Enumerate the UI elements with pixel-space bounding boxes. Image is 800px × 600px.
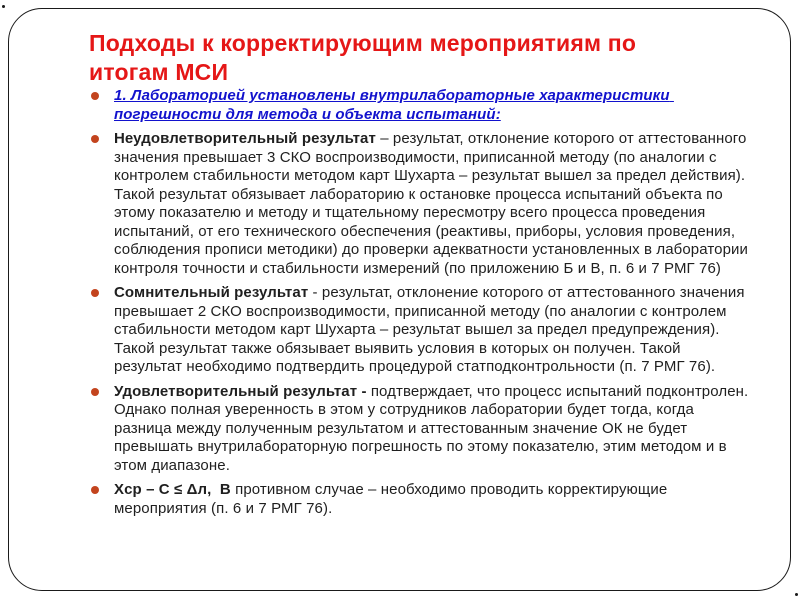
- bullet-intro-link-text[interactable]: 1. Лабораторией установлены внутрилабораторные характеристики погрешности для метода и объекта испытаний:: [114, 87, 674, 123]
- bullet-dot-icon: [91, 135, 99, 143]
- bullet-text: – результат, отклонение которого от аттестованного значения превышает 3 СКО воспроизводимости, приписанной методу (по аналогии с контролем стабильности методом карт Шухарта – результат вышел за предел действия). Такой результат обязывает лабораторию к остановке процесса испытаний объекта по этому показателю и методу и тщательному пересмотру всего процесса проведения испытаний, от его технического обеспечения (реактивы, приборы, условия проведения, соблюдения прописи методики) до проверки адекватности установленных в лаборатории контроля точности и стабильности измерений (по приложению Б и В, п. 6 и 7 РМГ 76): [114, 130, 753, 277]
- bullet-text: - результат, отклонение которого от аттестованного значения превышает 2 СКО воспроизводимости, приписанной методу (по аналогии с контролем стабильности методом карт Шухарта – результат вышел за предел предупреждения). Такой результат также обязывает выявить условия в которых он получен. Такой результат необходимо подтвердить процедурой статподконтрольности (п. 7 РМГ 76).: [114, 284, 749, 375]
- corner-dot-top-left: [2, 5, 5, 8]
- slide-title: Подходы к корректирующим мероприятиям по итогам МСИ: [89, 30, 637, 85]
- bullet-lead: Удовлетворительный результат -: [114, 382, 367, 400]
- bullet-lead: Неудовлетворительный результат: [114, 130, 376, 147]
- bullet-item-satisfactory-result: [89, 383, 752, 476]
- bullet-item-doubtful-result: [89, 284, 752, 377]
- slide-border-frame: [8, 8, 791, 591]
- bullet-lead: Сомнительный результат: [114, 284, 309, 301]
- bullet-item-formula: [89, 481, 752, 518]
- formula-text: Хср – С ≤ Δл, В: [114, 481, 231, 498]
- bullet-dot-icon: [91, 388, 99, 396]
- bullet-dot-icon: [91, 289, 99, 297]
- bullet-item-unsatisfactory-result: [89, 130, 752, 278]
- bullet-text: подтверждает, что процесс испытаний подконтролен. Однако полная уверенность в этом у сотрудников лаборатории будет тогда, когда разница между полученным результатом и аттестованным значение ОК не будет превышать внутрилабораторную погрешность по этому показателю, этим методом и в этом диапазоне.: [114, 382, 753, 474]
- bullet-item-intro: [89, 87, 752, 124]
- bullet-dot-icon: [91, 486, 99, 494]
- bullet-text: противном случае – необходимо проводить корректирующие мероприятия (п. 6 и 7 РМГ 76).: [114, 481, 672, 517]
- bullet-dot-icon: [91, 92, 99, 100]
- bullet-list: [89, 87, 752, 518]
- corner-dot-bottom-right: [795, 593, 798, 596]
